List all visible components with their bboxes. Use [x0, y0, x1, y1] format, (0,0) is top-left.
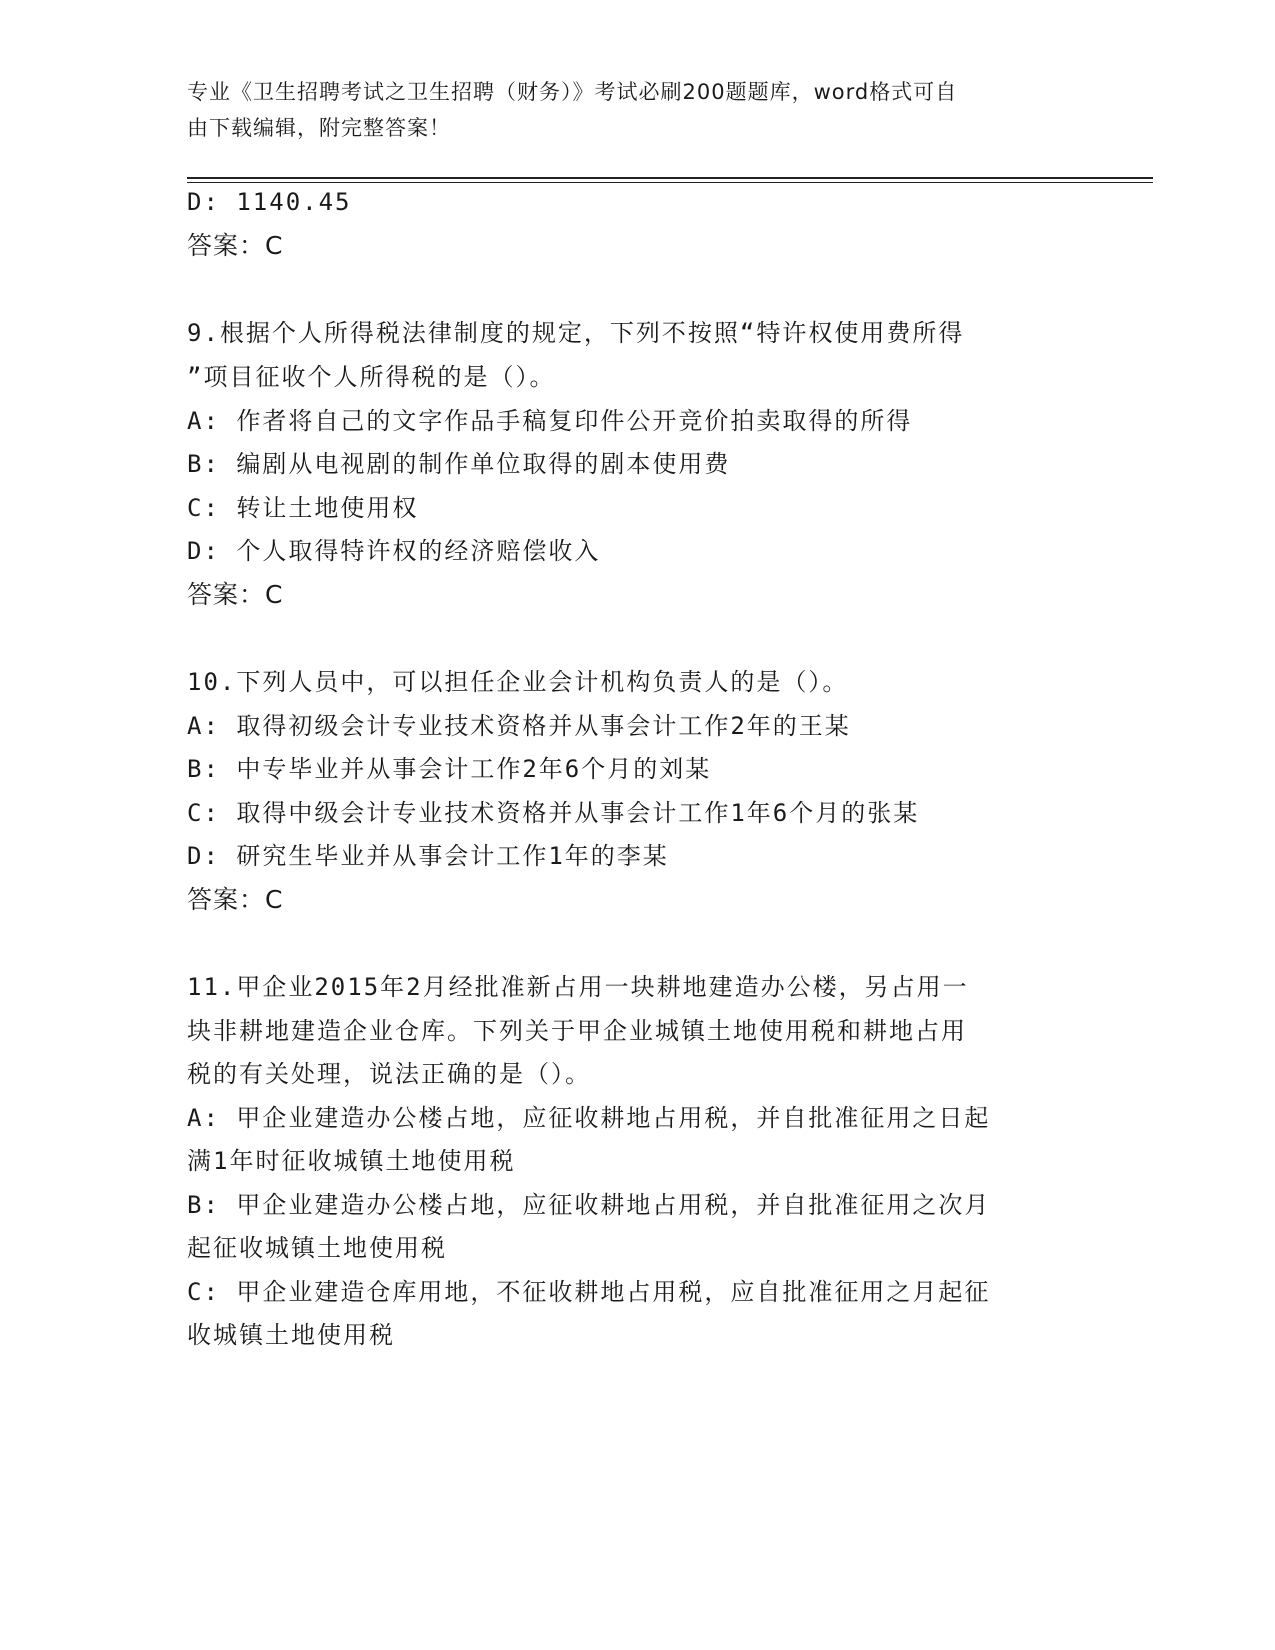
- option-line: D: 研究生毕业并从事会计工作1年的李某: [187, 842, 669, 870]
- option-line: 收城镇土地使用税: [187, 1321, 395, 1349]
- option-line: D: 1140.45: [187, 188, 352, 216]
- question-line: ”项目征收个人所得税的是（）。: [187, 363, 556, 391]
- question-line: 税的有关处理，说法正确的是（）。: [187, 1060, 591, 1088]
- option-line: B: 中专毕业并从事会计工作2年6个月的刘某: [187, 755, 712, 783]
- question-line: 9.根据个人所得税法律制度的规定，下列不按照“特许权使用费所得: [187, 319, 965, 347]
- header-line-1: 专业《卫生招聘考试之卫生招聘（财务）》考试必刷200题题库，word格式可自: [187, 80, 958, 104]
- option-line: C: 转让土地使用权: [187, 494, 419, 522]
- document-header: [187, 74, 1067, 146]
- header-divider: [187, 177, 1153, 179]
- option-line: C: 取得中级会计专业技术资格并从事会计工作1年6个月的张某: [187, 799, 920, 827]
- option-line: B: 甲企业建造办公楼占地，应征收耕地占用税，并自批准征用之次月: [187, 1191, 991, 1219]
- option-line: A: 甲企业建造办公楼占地，应征收耕地占用税，并自批准征用之日起: [187, 1104, 991, 1132]
- option-line: B: 编剧从电视剧的制作单位取得的剧本使用费: [187, 450, 731, 478]
- header-line-2: 由下载编辑，附完整答案！: [187, 116, 451, 140]
- option-line: A: 作者将自己的文字作品手稿复印件公开竞价拍卖取得的所得: [187, 407, 913, 435]
- answer-line: 答案：C: [187, 231, 284, 260]
- answer-line: 答案：C: [187, 580, 284, 609]
- option-line: A: 取得初级会计专业技术资格并从事会计工作2年的王某: [187, 712, 851, 740]
- option-line: D: 个人取得特许权的经济赔偿收入: [187, 537, 601, 565]
- question-line: 10.下列人员中，可以担任企业会计机构负责人的是（）。: [187, 668, 849, 696]
- option-line: 满1年时征收城镇土地使用税: [187, 1147, 516, 1175]
- answer-line: 答案：C: [187, 885, 284, 914]
- option-line: C: 甲企业建造仓库用地，不征收耕地占用税，应自批准征用之月起征: [187, 1278, 991, 1306]
- question-line: 11.甲企业2015年2月经批准新占用一块耕地建造办公楼，另占用一: [187, 973, 969, 1001]
- question-line: 块非耕地建造企业仓库。下列关于甲企业城镇土地使用税和耕地占用: [187, 1017, 967, 1045]
- option-line: 起征收城镇土地使用税: [187, 1234, 447, 1262]
